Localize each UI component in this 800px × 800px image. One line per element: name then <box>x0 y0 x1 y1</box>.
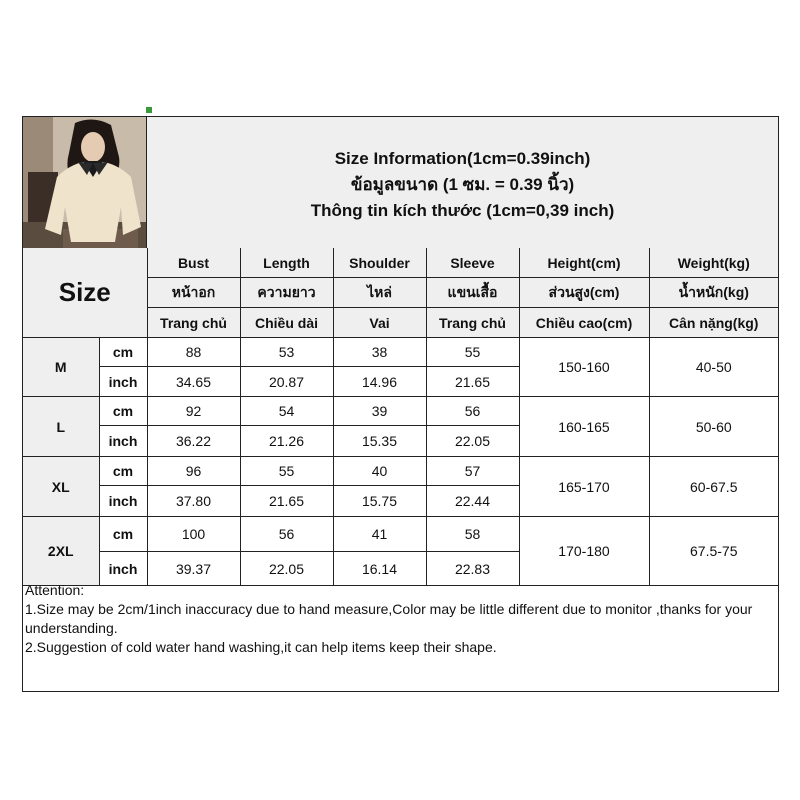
title-vietnamese: Thông tin kích thước (1cm=0,39 inch) <box>310 200 615 220</box>
unit-label-cm: cm <box>99 397 147 426</box>
size-header: Size <box>23 248 147 338</box>
value-inch-shoulder: 16.14 <box>333 552 426 586</box>
column-header-6-thai: น้ำหนัก(kg) <box>649 278 778 308</box>
value-inch-length: 22.05 <box>240 552 333 586</box>
value-inch-length: 20.87 <box>240 367 333 397</box>
value-inch-length: 21.65 <box>240 486 333 517</box>
value-cm-bust: 96 <box>147 457 240 486</box>
value-cm-shoulder: 41 <box>333 517 426 552</box>
size-label: L <box>23 397 99 457</box>
unit-label-inch: inch <box>99 486 147 517</box>
value-inch-sleeve: 21.65 <box>426 367 519 397</box>
size-label: M <box>23 338 99 397</box>
weight-range: 60-67.5 <box>649 457 778 517</box>
product-photo <box>23 117 147 248</box>
corner-marker <box>146 107 152 113</box>
height-range: 165-170 <box>519 457 649 517</box>
column-header-2-thai: ความยาว <box>240 278 333 308</box>
value-inch-bust: 34.65 <box>147 367 240 397</box>
value-inch-sleeve: 22.83 <box>426 552 519 586</box>
unit-label-cm: cm <box>99 517 147 552</box>
header-row-english <box>23 248 778 278</box>
unit-label-inch: inch <box>99 367 147 397</box>
weight-range: 40-50 <box>649 338 778 397</box>
unit-label-inch: inch <box>99 426 147 457</box>
value-cm-length: 55 <box>240 457 333 486</box>
notes-heading: Attention: <box>25 582 85 598</box>
height-range: 170-180 <box>519 517 649 586</box>
size-label: XL <box>23 457 99 517</box>
column-header-4-vietnamese: Trang chủ <box>426 308 519 338</box>
value-cm-sleeve: 55 <box>426 338 519 367</box>
unit-label-inch: inch <box>99 552 147 586</box>
size-table <box>23 248 778 586</box>
value-inch-shoulder: 15.75 <box>333 486 426 517</box>
column-header-3-thai: ไหล่ <box>333 278 426 308</box>
value-cm-bust: 88 <box>147 338 240 367</box>
table-row <box>23 338 778 367</box>
value-cm-shoulder: 39 <box>333 397 426 426</box>
product-photo-illustration <box>23 117 146 248</box>
value-cm-length: 54 <box>240 397 333 426</box>
value-inch-length: 21.26 <box>240 426 333 457</box>
value-inch-bust: 39.37 <box>147 552 240 586</box>
column-header-3-english: Shoulder <box>333 248 426 278</box>
value-cm-sleeve: 58 <box>426 517 519 552</box>
table-row <box>23 517 778 552</box>
value-cm-length: 56 <box>240 517 333 552</box>
height-range: 160-165 <box>519 397 649 457</box>
title-thai: ข้อมูลขนาด (1 ซม. = 0.39 นิ้ว) <box>350 174 575 194</box>
column-header-3-vietnamese: Vai <box>333 308 426 338</box>
value-inch-sleeve: 22.05 <box>426 426 519 457</box>
column-header-1-vietnamese: Trang chủ <box>147 308 240 338</box>
weight-range: 67.5-75 <box>649 517 778 586</box>
column-header-5-english: Height(cm) <box>519 248 649 278</box>
value-cm-sleeve: 57 <box>426 457 519 486</box>
notes-item-2: 2.Suggestion of cold water hand washing,it can help items keep their shape. <box>25 639 497 655</box>
size-chart-sheet <box>22 116 779 692</box>
value-inch-shoulder: 15.35 <box>333 426 426 457</box>
value-inch-bust: 37.80 <box>147 486 240 517</box>
column-header-1-english: Bust <box>147 248 240 278</box>
title-block <box>147 117 778 248</box>
column-header-4-thai: แขนเสื้อ <box>426 278 519 308</box>
value-cm-length: 53 <box>240 338 333 367</box>
column-header-1-thai: หน้าอก <box>147 278 240 308</box>
weight-range: 50-60 <box>649 397 778 457</box>
column-header-4-english: Sleeve <box>426 248 519 278</box>
value-cm-sleeve: 56 <box>426 397 519 426</box>
column-header-5-thai: ส่วนสูง(cm) <box>519 278 649 308</box>
value-cm-shoulder: 38 <box>333 338 426 367</box>
height-range: 150-160 <box>519 338 649 397</box>
table-row <box>23 457 778 486</box>
column-header-2-english: Length <box>240 248 333 278</box>
notes-item-1: 1.Size may be 2cm/1inch inaccuracy due to hand measure,Color may be little different due to monitor ,thanks for your understanding. <box>25 601 753 636</box>
column-header-6-vietnamese: Cân nặng(kg) <box>649 308 778 338</box>
value-inch-bust: 36.22 <box>147 426 240 457</box>
table-row <box>23 397 778 426</box>
column-header-6-english: Weight(kg) <box>649 248 778 278</box>
unit-label-cm: cm <box>99 338 147 367</box>
header-row <box>23 117 778 249</box>
attention-notes <box>25 581 775 657</box>
value-cm-shoulder: 40 <box>333 457 426 486</box>
value-cm-bust: 100 <box>147 517 240 552</box>
column-header-2-vietnamese: Chiều dài <box>240 308 333 338</box>
column-header-5-vietnamese: Chiều cao(cm) <box>519 308 649 338</box>
size-label: 2XL <box>23 517 99 586</box>
value-cm-bust: 92 <box>147 397 240 426</box>
title-english: Size Information(1cm=0.39inch) <box>334 148 591 168</box>
unit-label-cm: cm <box>99 457 147 486</box>
value-inch-sleeve: 22.44 <box>426 486 519 517</box>
value-inch-shoulder: 14.96 <box>333 367 426 397</box>
